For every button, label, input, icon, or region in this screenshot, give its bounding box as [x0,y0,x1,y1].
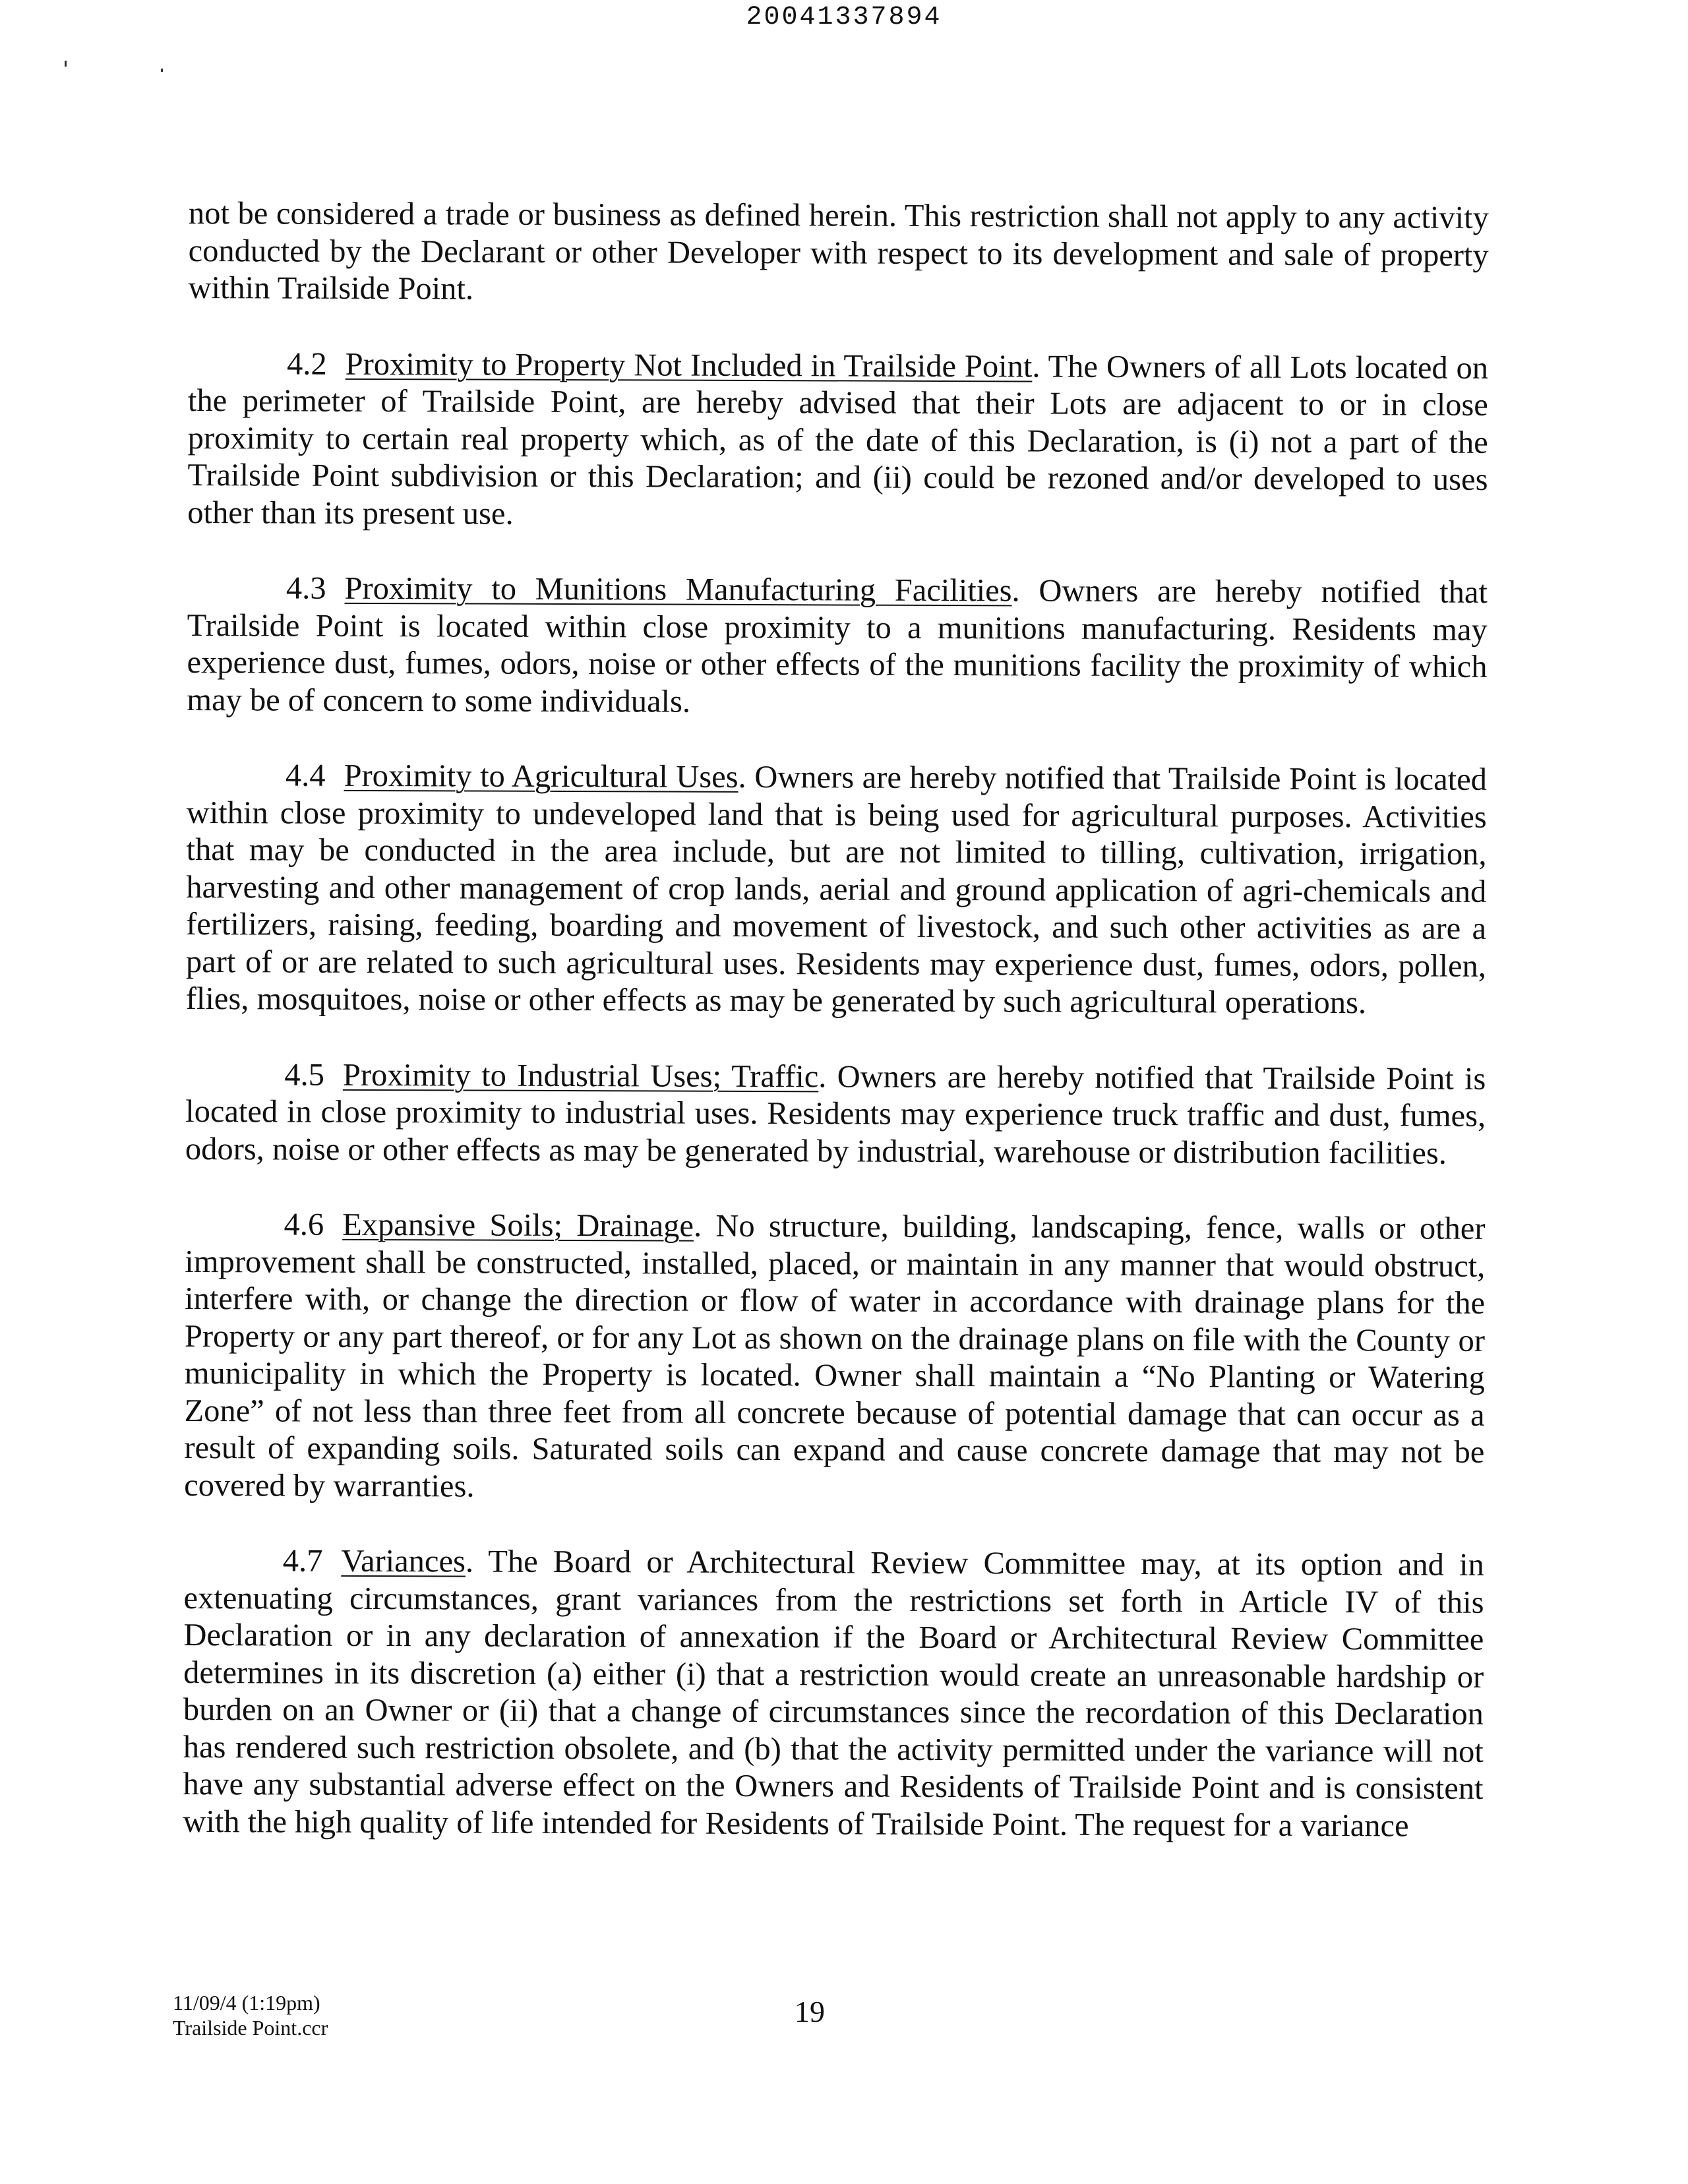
section-4-2 [187,345,1488,535]
section-text: . No structure, building, landscaping, fence, walls or other improvement shall be constructed, installed, placed, or maintain in any manner that would obstruct, interfere with, or change the direction or flow of water in accordance with drainage plans for the Property or any part thereof, or for any Lot as shown on the drainage plans on file with the County or municipality in which the Property is located. Owner shall maintain a “No Planting or Watering Zone” of not less than three feet from all concrete because of potential damage that can occur as a result of expanding soils. Saturated soils can expand and cause concrete damage that may not be covered by warranties. [184,1208,1486,1504]
section-4-6 [184,1206,1486,1509]
section-number: 4.2 [287,346,327,382]
page-number: 19 [795,1995,825,2028]
section-heading: Expansive Soils; Drainage [342,1207,694,1244]
section-number: 4.5 [284,1057,325,1093]
section-number: 4.3 [286,570,326,606]
section-4-5 [185,1056,1486,1172]
footer-file-name: Trailside Point.ccr [173,2016,328,2040]
section-number: 4.7 [282,1543,323,1579]
section-4-7 [183,1542,1484,1845]
section-heading: Proximity to Agricultural Uses [344,758,738,795]
intro-paragraph: not be considered a trade or business as defined herein. This restriction shall not apply to any activity conducted by the Declarant or other Developer with respect to its development and sale of property within Trailside Point. [188,196,1489,307]
section-text: . Owners are hereby notified that Trailside Point is located within close proximity to a munitions manufacturing. Residents may experience dust, fumes, odors, noise or other effects of the munitions facility the proximity of which may be of concern to some individuals. [187,573,1488,719]
section-number: 4.4 [285,758,326,793]
section-heading: Variances [341,1543,466,1579]
section-text: . Owners are hereby notified that Trailside Point is located in close proximity to industrial uses. Residents may experience truck traffic and dust, fumes, odors, noise or other effects as may be generated by industrial, warehouse or distribution facilities. [185,1058,1486,1171]
document-body [183,195,1489,1883]
scan-mark [65,61,67,67]
footer-date-stamp: 11/09/4 (1:19pm) [173,1991,320,2015]
scan-mark [161,69,163,72]
section-number: 4.6 [284,1207,324,1242]
footer-info [173,1990,328,2040]
document-number: 20041337894 [746,3,942,32]
section-4-3 [187,570,1488,723]
section-heading: Proximity to Industrial Uses; Traffic [342,1057,819,1094]
section-text: . The Board or Architectural Review Committee may, at its option and in extenuating circumstances, grant variances from the restrictions set forth in Article IV of this Declaration or in any declaration of annexation if the Board or Architectural Review Committee determines in its discretion (a) either (i) that a restriction would create an unreasonable hardship or burden on an Owner or (ii) that a change of circumstances since the recordation of this Declaration has rendered such restriction obsolete, and (b) that the activity permitted under the variance will not have any substantial adverse effect on the Owners and Residents of Trailside Point and is consistent with the high quality of life intended for Residents of Trailside Point. The request for a variance [183,1544,1484,1843]
section-heading: Proximity to Munitions Manufacturing Facilities [344,570,1012,609]
section-heading: Proximity to Property Not Included in Trailside Point [345,346,1033,384]
section-text: . The Owners of all Lots located on the perimeter of Trailside Point, are hereby advised that their Lots are adjacent to or in close proximity to certain real property which, as of the date of this Declaration, is (i) not a part of the Trailside Point subdivision or this Declaration; and (ii) could be rezoned and/or developed to uses other than its present use. [187,348,1489,531]
section-text: . Owners are hereby notified that Trailside Point is located within close proximity to undeveloped land that is being used for agricultural purposes. Activities that may be conducted in the area include, but are not limited to tilling, cultivation, irrigation, harvesting and other management of crop lands, aerial and ground application of agri-chemicals and fertilizers, raising, feeding, boarding and movement of livestock, and such other activities as are a part of or are related to such agricultural uses. Residents may experience dust, fumes, odors, pollen, flies, mosquitoes, noise or other effects as may be generated by such agricultural operations. [185,759,1487,1021]
section-4-4 [186,757,1487,1022]
